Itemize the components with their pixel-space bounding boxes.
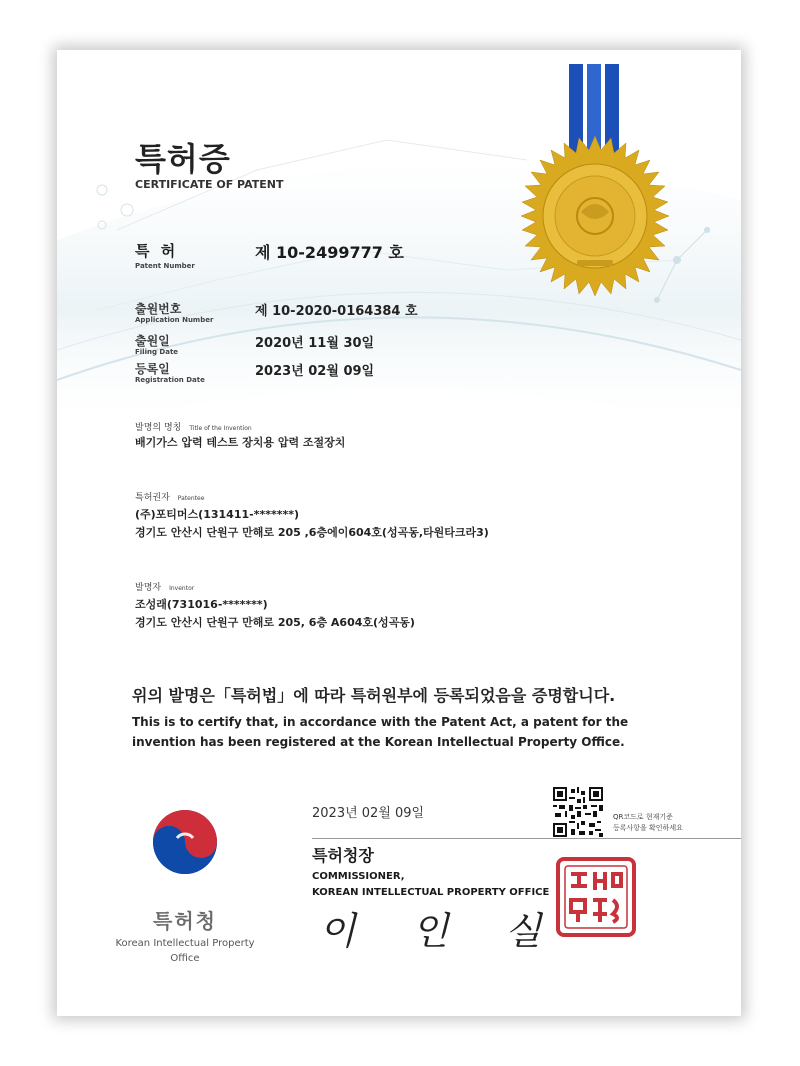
- qr-code-icon[interactable]: [553, 787, 603, 837]
- divider: [312, 838, 741, 839]
- commissioner-en-line1: COMMISSIONER,: [312, 871, 405, 882]
- inventor-address: 경기도 안산시 단원구 만해로 205, 6층 A604호(성곡동): [135, 616, 415, 629]
- certificate-title-ko: 특허증: [135, 140, 231, 178]
- patentee-heading: [135, 490, 204, 503]
- commissioner-signature: 이 인 실: [319, 909, 564, 953]
- patentee-label-en: Patentee: [177, 495, 205, 502]
- registration-date-label: 등록일: [135, 362, 170, 376]
- certification-statement-ko: 위의 발명은「특허법」에 따라 특허원부에 등록되었음을 증명합니다.: [132, 686, 616, 705]
- registration-date-value: 2023년 02월 09일: [255, 364, 375, 379]
- inventor-name: 조성래(731016-*******): [135, 598, 268, 611]
- commissioner-title-en: [312, 869, 549, 901]
- commissioner-en-line2: KOREAN INTELLECTUAL PROPERTY OFFICE: [312, 887, 550, 898]
- kipo-name-ko: 특허청: [153, 909, 217, 933]
- kipo-emblem-icon: [149, 806, 221, 878]
- inventor-label-en: Inventor: [169, 585, 195, 592]
- invention-label-en: Title of the Invention: [189, 425, 252, 432]
- kipo-name-en: Korean Intellectual Property Office: [115, 938, 255, 964]
- patentee-name: (주)포티머스(131411-*******): [135, 508, 299, 521]
- invention-label-ko: 발명의 명칭: [135, 423, 182, 433]
- official-red-seal: [555, 856, 637, 938]
- gold-medal-seal: [507, 64, 687, 304]
- certificate-title-en: CERTIFICATE OF PATENT: [135, 178, 284, 191]
- patent-number-label: 특 허: [135, 242, 179, 260]
- qr-note-line1: QR코드로 현재기준: [613, 813, 673, 821]
- issue-date: 2023년 02월 09일: [312, 806, 425, 821]
- commissioner-title-ko: 특허청장: [312, 846, 374, 865]
- certificate-page: [57, 50, 741, 1016]
- qr-note-line2: 등록사항을 확인하세요: [613, 824, 683, 832]
- patent-number-label-en: Patent Number: [135, 262, 195, 270]
- registration-date-label-en: Registration Date: [135, 376, 205, 384]
- inventor-heading: [135, 580, 194, 593]
- application-number-label-en: Application Number: [135, 316, 214, 324]
- patentee-address: 경기도 안산시 단원구 만해로 205 ,6층에이604호(성곡동,타원타크라3): [135, 526, 489, 539]
- application-number-value: 제 10-2020-0164384 호: [255, 304, 418, 319]
- patent-number-value: 제 10-2499777 호: [255, 243, 404, 262]
- invention-title-heading: [135, 420, 252, 433]
- filing-date-value: 2020년 11월 30일: [255, 336, 375, 351]
- certification-statement-en: This is to certify that, in accordance with the Patent Act, a patent for the invention has been registered at the Korean Intellectual Property Office.: [132, 715, 629, 749]
- filing-date-label-en: Filing Date: [135, 348, 179, 356]
- qr-note: [613, 812, 683, 834]
- invention-title-value: 배기가스 압력 테스트 장치용 압력 조절장치: [135, 436, 346, 449]
- filing-date-label: 출원일: [135, 334, 170, 348]
- application-number-label: 출원번호: [135, 302, 182, 316]
- inventor-label-ko: 발명자: [135, 583, 162, 593]
- patentee-label-ko: 특허권자: [135, 493, 170, 503]
